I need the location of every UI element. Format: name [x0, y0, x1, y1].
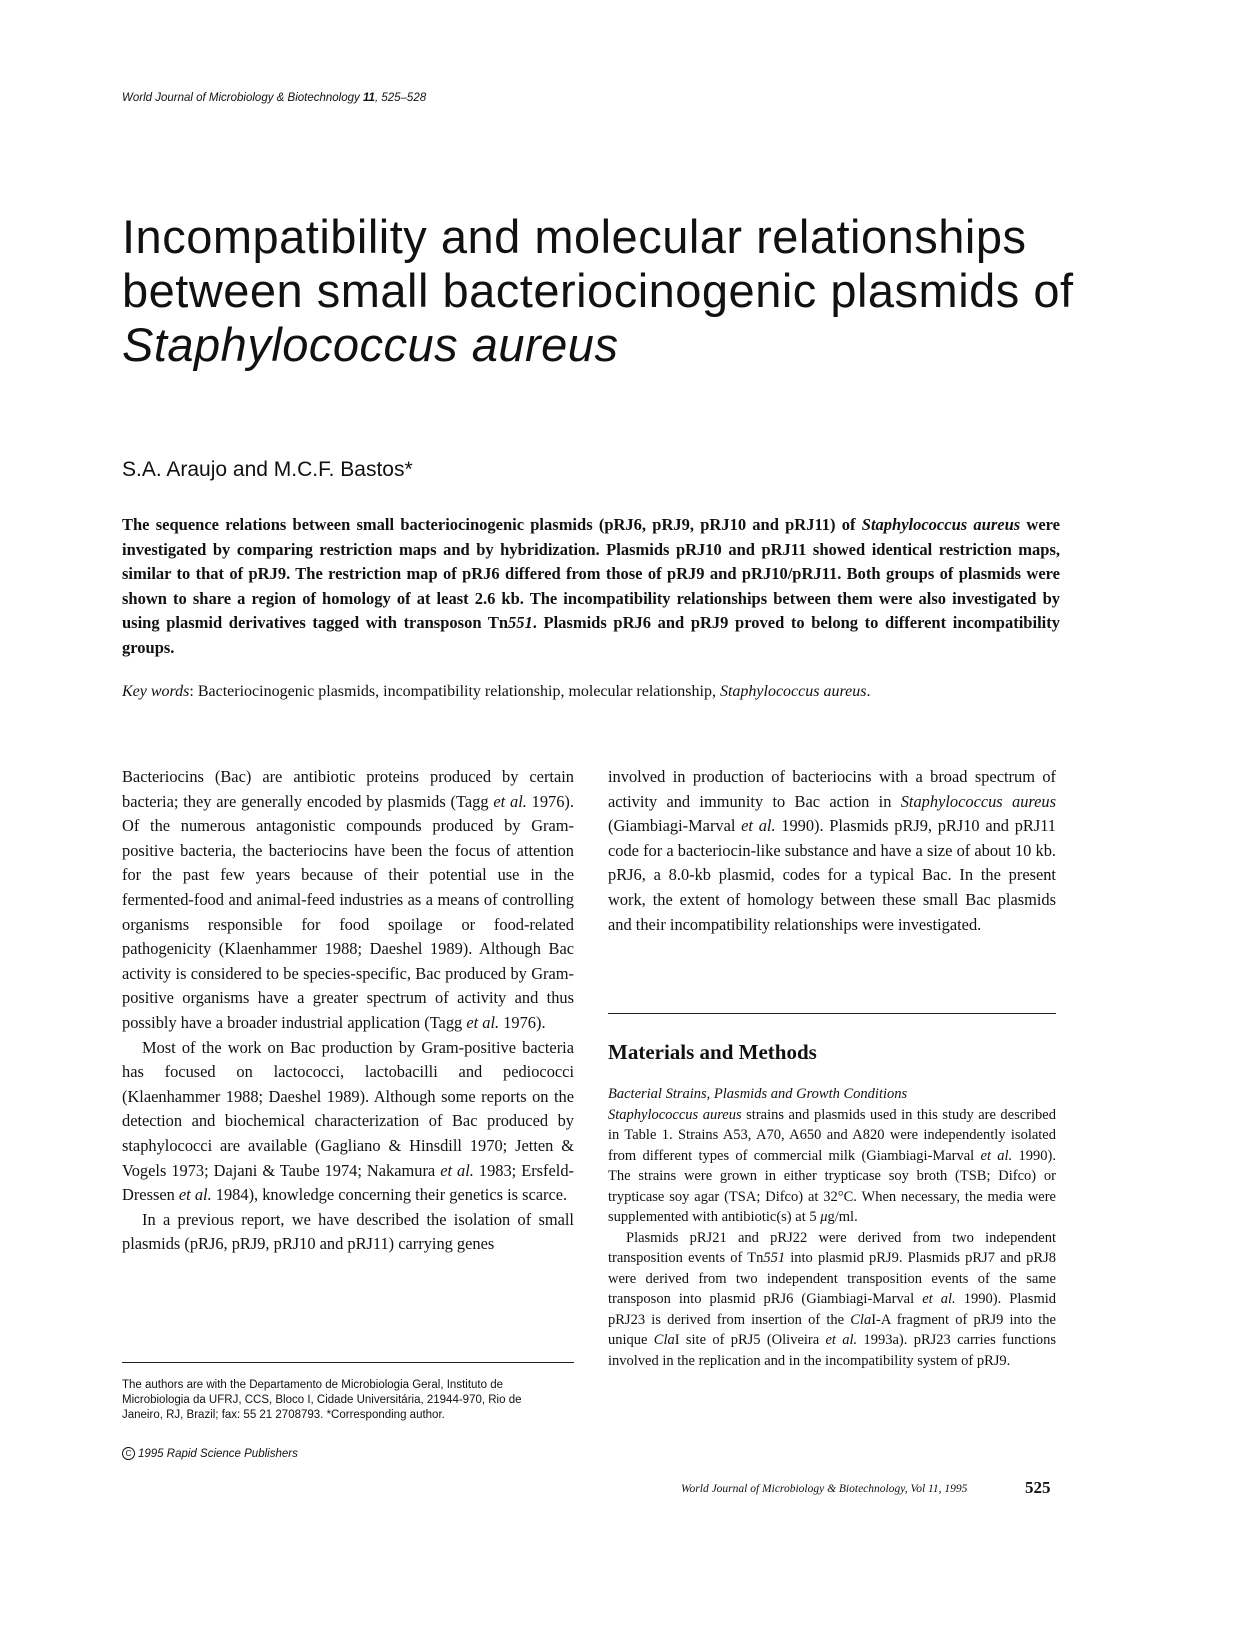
author-affiliation: The authors are with the Departamento de Microbiologia Geral, Instituto de Microbiologia da UFRJ, CCS, Bloco I, Cidade Universitária, 21944-970, Rio de Janeiro, RJ, Brazil; fax: 55 21 2708793. *Corresponding author.	[122, 1379, 522, 1421]
text-run: et al.	[922, 1291, 956, 1307]
text-run: Bacteriocins (Bac) are antibiotic proteins produced by certain bacteria; they are generally encoded by plasmids (Tagg	[122, 767, 574, 811]
text-run: 1976).	[499, 1012, 546, 1032]
abstract-transposon: 551	[508, 613, 533, 632]
text-run: et al.	[980, 1147, 1013, 1164]
copyright-text: 1995 Rapid Science Publishers	[138, 1448, 298, 1460]
keywords	[122, 683, 1060, 701]
intro-paragraph-4	[608, 765, 1056, 937]
text-run: Most of the work on Bac production by Gram-positive bacteria has focused on lactococci, lactobacilli and pediococci (Klaenhammer 1988; Daeshel 1989). Although some reports on the detection and biochemical characterization of Bac produced by staphylococci are available (Gagliano & Hinsdill 1970; Jetten & Vogels 1973; Dajani & Taube 1974; Nakamura	[122, 1037, 574, 1180]
abstract-text-1: The sequence relations between small bacteriocinogenic plasmids (pRJ6, pRJ9, pRJ10 and pRJ11) of	[122, 515, 862, 534]
text-run: strains and plasmids used in this study are described in Table 1. Strains A53, A70, A650 and A820 were independently isolated from different types of commercial milk (Giambiagi-Marval	[608, 1106, 1056, 1164]
keywords-label: Key words	[122, 683, 190, 700]
page-number: 525	[1025, 1478, 1051, 1497]
text-run: et al.	[741, 816, 776, 836]
abstract-text-2: were investigated by comparing restriction maps and by hybridization. Plasmids pRJ10 and pRJ11 showed identical restriction maps, similar to that of pRJ9. The restriction map of pRJ6 differed from those of pRJ9 and pRJ10/pRJ11. Both groups of plasmids were shown to share a region of homology of at least 2.6 kb. The incompatibility relationships between them were also investigated by using plasmid derivatives tagged with transposon Tn	[122, 515, 1061, 632]
title-text: Incompatibility and molecular relationships between small bacteriocinogenic plasmids of	[122, 210, 1074, 317]
text-run: Staphylococcus aureus	[900, 791, 1057, 811]
journal-header	[122, 92, 426, 104]
intro-paragraph-2	[122, 1036, 574, 1208]
text-run: into plasmid pRJ9. Plasmids pRJ7 and pRJ8 were derived from two independent transposition events of the same transposon into plasmid pRJ6 (Giambiagi-Marval	[608, 1250, 1056, 1307]
text-run: μ	[820, 1209, 828, 1225]
journal-name: World Journal of Microbiology & Biotechnology	[122, 92, 360, 104]
text-run: et al.	[825, 1332, 858, 1348]
intro-paragraph-1	[122, 765, 574, 1036]
section-divider	[608, 1013, 1056, 1014]
keywords-text: : Bacteriocinogenic plasmids, incompatibility relationship, molecular relationship,	[189, 683, 720, 700]
text-run: 1983; Ersfeld-Dressen	[122, 1160, 574, 1205]
text-run: 1993a). pRJ23 carries functions involved in the replication and in the incompatibility system of pRJ9.	[608, 1332, 1056, 1369]
text-run: involved in production of bacteriocins with a broad spectrum of activity and immunity to Bac action in	[608, 767, 1056, 811]
abstract-text-3: . Plasmids pRJ6 and pRJ9 proved to belong to different incompatibility groups.	[122, 613, 1060, 657]
title-species: Staphylococcus aureus	[122, 318, 619, 371]
intro-paragraph-3: In a previous report, we have described the isolation of small plasmids (pRJ6, pRJ9, pRJ10 and pRJ11) carrying genes	[122, 1209, 574, 1254]
footnote-rule	[122, 1362, 574, 1363]
text-run: (Giambiagi-Marval	[608, 816, 742, 836]
methods-column	[608, 1084, 1056, 1371]
intro-left-column	[122, 765, 574, 1257]
text-run: I-A fragment of pRJ9 into the unique	[608, 1311, 1056, 1348]
journal-pages: , 525–528	[374, 92, 427, 104]
text-run: 1984), knowledge concerning their genetics is scarce.	[211, 1185, 568, 1205]
methods-heading: Materials and Methods	[608, 1040, 817, 1064]
text-run: et al.	[440, 1160, 474, 1180]
copyright-icon: C	[122, 1447, 135, 1460]
abstract	[122, 513, 1060, 660]
text-run: Plasmids pRJ21 and pRJ22 were derived from two independent transposition events of Tn	[608, 1229, 1056, 1266]
text-run: 1976). Of the numerous antagonistic compounds produced by Gram-positive bacteria, the bacteriocins have been the focus of attention for the past few years because of their potential use in the fermented-food and animal-feed industries as a means of controlling organisms responsible for food spoilage or food-related pathogenicity (Klaenhammer 1988; Daeshel 1989). Although Bac activity is considered to be species-specific, Bac produced by Gram-positive organisms have a greater spectrum of activity and thus possibly have a broader industrial application (Tagg	[122, 791, 574, 1032]
text-run: Cla	[850, 1311, 872, 1328]
text-run: Cla	[653, 1332, 675, 1348]
text-run: Staphylococcus aureus	[608, 1106, 742, 1123]
text-run: 1990). The strains were grown in either trypticase soy broth (TSB; Difco) or trypticase soy agar (TSA; Difco) at 32°C. When necessary, the media were supplemented with antibiotic(s) at 5	[608, 1147, 1056, 1225]
abstract-species: Staphylococcus aureus	[861, 515, 1021, 534]
methods-paragraph-2	[608, 1228, 1056, 1372]
footer-journal: World Journal of Microbiology & Biotechnology, Vol 11, 1995	[681, 1483, 968, 1495]
keywords-species: Staphylococcus aureus	[719, 683, 867, 700]
text-run: g/ml.	[827, 1209, 858, 1225]
text-run: 551	[763, 1250, 786, 1266]
text-run: et al.	[178, 1185, 212, 1205]
methods-subheading: Bacterial Strains, Plasmids and Growth Conditions	[608, 1086, 908, 1102]
text-run: et al.	[493, 791, 527, 811]
copyright	[122, 1447, 298, 1460]
authors: S.A. Araujo and M.C.F. Bastos*	[122, 458, 413, 481]
article-title	[122, 210, 1122, 372]
methods-paragraph-1	[608, 1105, 1056, 1228]
text-run: 1990). Plasmid pRJ23 is derived from insertion of the	[608, 1291, 1056, 1328]
text-run: 1990). Plasmids pRJ9, pRJ10 and pRJ11 code for a bacteriocin-like substance and have a size of about 10 kb. pRJ6, a 8.0-kb plasmid, codes for a typical Bac. In the present work, the extent of homology between these small Bac plasmids and their incompatibility relationships were investigated.	[608, 816, 1056, 934]
journal-volume: 11	[363, 92, 375, 104]
text-run: I site of pRJ5 (Oliveira	[674, 1332, 826, 1348]
text-run: et al.	[466, 1012, 500, 1032]
intro-right-column	[608, 765, 1056, 937]
keywords-end: .	[866, 683, 871, 700]
